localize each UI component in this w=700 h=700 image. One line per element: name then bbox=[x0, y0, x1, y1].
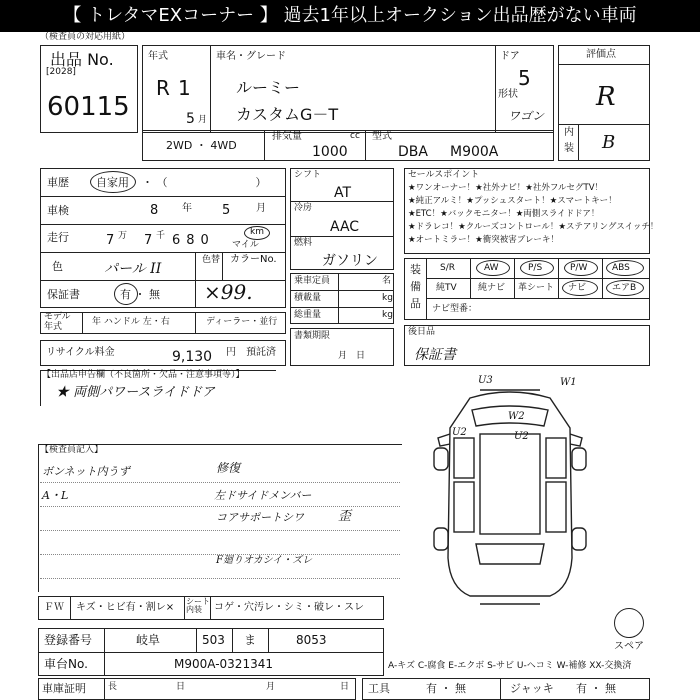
model-year-dealer: ディーラー・並行 bbox=[206, 317, 278, 327]
recycle-note: 預託済 bbox=[246, 347, 276, 358]
shift-value: AT bbox=[334, 185, 352, 201]
equip-label-2: 備 bbox=[410, 280, 421, 293]
year-label: 年式 bbox=[148, 51, 168, 62]
mileage-man-unit: 万 bbox=[118, 231, 128, 241]
mileage-sen: 7 bbox=[144, 233, 153, 248]
color-no-label: カラーNo. bbox=[230, 254, 277, 265]
history-value: 自家用 bbox=[96, 176, 129, 189]
shaken-label: 車検 bbox=[47, 204, 69, 217]
inspector-right-3: コアサポートシワ bbox=[216, 511, 304, 524]
car-name: ルーミー bbox=[236, 78, 301, 97]
mileage-man: 7 bbox=[106, 233, 115, 248]
lot-number: 60115 bbox=[47, 92, 130, 122]
equip-label-3: 品 bbox=[410, 297, 421, 310]
score-label: 評価点 bbox=[586, 49, 616, 60]
registration-kana: ま bbox=[244, 633, 257, 647]
fw-label: ＦＷ bbox=[44, 602, 64, 613]
gross-unit: kg bbox=[382, 310, 393, 320]
mileage-rest: 680 bbox=[172, 233, 215, 248]
color-change-label: 色替 bbox=[202, 255, 221, 265]
jack-value: 有 ・ 無 bbox=[576, 682, 616, 695]
seat-label: シート内装 bbox=[186, 597, 210, 614]
loading-label: 積載量 bbox=[294, 293, 322, 303]
inspector-mark: 歪 bbox=[338, 509, 352, 524]
inspector-left-1: ボンネット内うず bbox=[42, 465, 130, 478]
shape-value: ワゴン bbox=[508, 109, 545, 123]
spare-label: スペア bbox=[614, 641, 644, 652]
garage-label: 車庫証明 bbox=[42, 682, 86, 695]
fw-text: キズ・ヒビ有・割レ× bbox=[76, 602, 175, 613]
header-banner: 【 トレタマEXコーナー 】 過去1年以上オークション出品歴がない車両 bbox=[0, 0, 700, 32]
registration-number: 8053 bbox=[296, 633, 327, 647]
car-label: 車名・グレード bbox=[216, 51, 286, 62]
registration-label: 登録番号 bbox=[44, 633, 93, 647]
capacity-label: 乗車定員 bbox=[294, 276, 331, 286]
inspector-right-1: 修復 bbox=[216, 461, 241, 475]
shaken-month-unit: 月 bbox=[256, 203, 266, 214]
model-year-l2: 年式 bbox=[44, 322, 63, 332]
sales-line-2: ★純正アルミ！★プッシュスタート！★スマートキー！ bbox=[408, 196, 617, 206]
inspector-left-2: A・L bbox=[42, 489, 69, 502]
shaken-month: 5 bbox=[222, 203, 231, 218]
equip-label-1: 装 bbox=[410, 263, 421, 276]
recycle-value: 9,130 bbox=[172, 349, 213, 365]
model-label: 型式 bbox=[372, 131, 392, 142]
equip-navi: 純ナビ bbox=[478, 283, 506, 293]
equip-tv: 純TV bbox=[436, 283, 457, 293]
mileage-unit-mile: マイル bbox=[232, 240, 259, 250]
inspector-label: 【検査員記入】 bbox=[40, 445, 104, 455]
history-label: 車歴 bbox=[47, 176, 69, 189]
year-era: R bbox=[156, 76, 170, 100]
ac-value: AAC bbox=[330, 219, 360, 235]
displacement-value: 1000 bbox=[312, 144, 348, 160]
garage-d: 日 bbox=[340, 682, 350, 692]
fuel-value: ガソリン bbox=[322, 253, 378, 269]
equip-ps: P/S bbox=[528, 263, 543, 273]
sales-line-1: ★ワンオーナー！★社外ナビ！★社外フルセグTV！ bbox=[408, 183, 604, 193]
damage-w1: W1 bbox=[560, 377, 577, 388]
inspector-right-2: 左ドサイドメンバー bbox=[214, 489, 312, 502]
warranty-label: 保証書 bbox=[47, 288, 80, 301]
drive-text: 2WD ・ 4WD bbox=[166, 139, 237, 152]
loading-unit: kg bbox=[382, 293, 393, 303]
tools-label: 工具 bbox=[368, 682, 390, 695]
ac-label: 冷房 bbox=[294, 203, 313, 213]
mileage-label: 走行 bbox=[47, 231, 69, 244]
equip-pw: P/W bbox=[570, 263, 588, 273]
doc-period-unit: 月 日 bbox=[338, 351, 366, 361]
inspector-bottom: F廻りオカシイ・ズレ bbox=[216, 555, 313, 566]
year-month-unit: 月 bbox=[198, 115, 208, 125]
sales-line-5: ★オートミラー！★衝突被害ブレーキ！ bbox=[408, 235, 559, 245]
chassis-label: 車台No. bbox=[44, 657, 88, 671]
recycle-label: リサイクル料金 bbox=[46, 347, 115, 358]
spare-icon bbox=[614, 608, 644, 638]
year-value: 1 bbox=[178, 76, 191, 100]
tools-value: 有 ・ 無 bbox=[426, 682, 466, 695]
displacement-label: 排気量 bbox=[272, 131, 302, 142]
later-value: 保証書 bbox=[414, 347, 456, 363]
model-year-l1: モデル bbox=[44, 312, 71, 322]
mileage-sen-unit: 千 bbox=[156, 231, 166, 241]
fuel-label: 燃料 bbox=[294, 238, 313, 248]
doors-value: 5 bbox=[518, 66, 531, 90]
mileage-unit-km: km bbox=[250, 227, 264, 237]
recycle-unit: 円 bbox=[226, 347, 236, 358]
seat-text: コゲ・穴汚レ・シミ・破レ・スレ bbox=[214, 602, 364, 613]
sales-line-3: ★ETC！★バックモニター！★両側スライドドア！ bbox=[408, 209, 600, 219]
gross-label: 総重量 bbox=[294, 310, 322, 320]
later-label: 後日品 bbox=[408, 327, 436, 337]
garage-b: 日 bbox=[176, 682, 186, 692]
interior-label-1: 内 bbox=[564, 127, 574, 138]
year-month: 5 bbox=[186, 111, 195, 127]
top-note: （検査員の対応用紙） bbox=[40, 32, 131, 42]
equip-aw: AW bbox=[484, 263, 499, 273]
shift-label: シフト bbox=[294, 170, 322, 180]
capacity-unit: 名 bbox=[382, 276, 392, 286]
sales-label: セールスポイント bbox=[408, 170, 480, 180]
sales-line-4: ★ドラレコ！★クルーズコントロール！★ステアリングスイッチ！ bbox=[408, 222, 659, 232]
registration-region: 岐阜 bbox=[136, 633, 161, 647]
damage-w2: W2 bbox=[508, 411, 525, 422]
equip-nav-label: ナビ型番： bbox=[432, 304, 478, 314]
damage-u2-left: U2 bbox=[452, 427, 467, 438]
equip-abs: ABS bbox=[612, 263, 630, 273]
model-year-handle: 年 ハンドル 左・右 bbox=[92, 317, 170, 327]
damage-u3: U3 bbox=[478, 375, 493, 386]
interior-value: B bbox=[602, 132, 616, 153]
history-rest: ・ （ ） bbox=[142, 176, 267, 189]
registration-class: 503 bbox=[202, 633, 225, 647]
lot-sub: [2028] bbox=[46, 67, 76, 77]
lot-label: 出品 No. bbox=[50, 50, 114, 69]
chassis-value: M900A-0321341 bbox=[174, 657, 273, 671]
color-label: 色 bbox=[52, 260, 63, 273]
interior-label-2: 装 bbox=[564, 143, 574, 154]
shaken-year-unit: 年 bbox=[182, 203, 192, 214]
color-value: パール II bbox=[104, 261, 162, 277]
displacement-unit: cc bbox=[350, 131, 360, 141]
seller-label: 【出品店申告欄（不良箇所・欠品・注意事項等）】 bbox=[42, 370, 245, 380]
model-prefix: DBA bbox=[398, 144, 428, 160]
shape-label: 形状 bbox=[498, 89, 518, 100]
equip-sr: S/R bbox=[440, 263, 455, 273]
warranty-value: 有 ・ 無 bbox=[120, 288, 160, 301]
equip-navi2: ナビ bbox=[568, 283, 587, 293]
damage-u2-center: U2 bbox=[514, 431, 529, 442]
equip-seat: 革シート bbox=[518, 283, 555, 293]
garage-c: 月 bbox=[266, 682, 276, 692]
model-code: M900A bbox=[450, 144, 499, 160]
score-value: R bbox=[596, 82, 616, 112]
equip-airbag: エアB bbox=[612, 283, 637, 293]
doc-period-label: 書類期限 bbox=[294, 331, 331, 341]
shaken-year: 8 bbox=[150, 203, 159, 218]
doors-label: ドア bbox=[500, 51, 520, 62]
color-no-value: ×99. bbox=[204, 280, 253, 304]
car-grade: カスタムG－T bbox=[236, 105, 339, 124]
legend: A-キズ C-腐食 E-エクボ S-サビ U-ヘコミ W-補修 XX-交換済 bbox=[388, 661, 632, 671]
jack-label: ジャッキ bbox=[510, 682, 554, 695]
garage-a: 長 bbox=[108, 682, 118, 692]
seller-text: ★ 両側パワースライドドア bbox=[56, 385, 215, 400]
